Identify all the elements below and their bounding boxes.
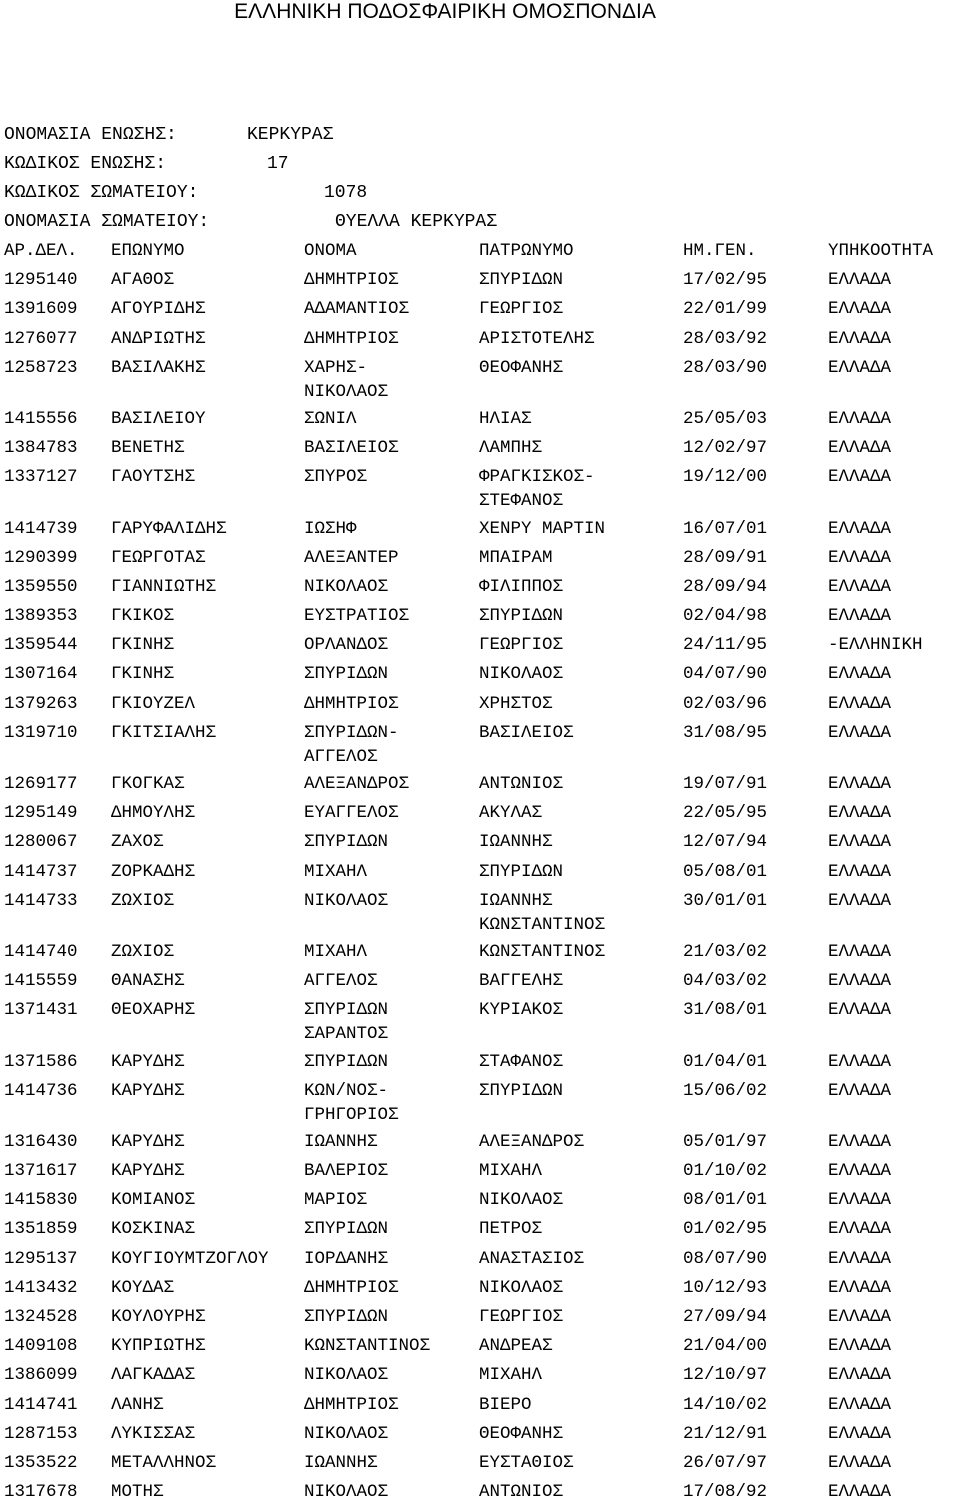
- cell-first-name: ΝΙΚΟΛΑΟΣ: [304, 890, 389, 911]
- cell-registration-number: 1351859: [4, 1219, 78, 1240]
- cell-surname: ΚΑΡΥΔΗΣ: [111, 1131, 185, 1152]
- cell-first-name: ΟΡΛΑΝΔΟΣ: [304, 635, 389, 656]
- cell-fathers-name: ΝΙΚΟΛΑΟΣ: [479, 1190, 564, 1211]
- cell-first-name: ΑΛΕΞΑΝΤΕΡ: [304, 547, 399, 568]
- table-row: [0, 690, 960, 719]
- cell-first-name: ΣΠΥΡΙΔΩΝ ΣΑΡΑΝΤΟΣ: [304, 1000, 389, 1045]
- cell-registration-number: 1307164: [4, 664, 78, 685]
- cell-first-name: ΑΓΓΕΛΟΣ: [304, 971, 378, 992]
- cell-fathers-name: ΙΩΑΝΝΗΣ ΚΩΝΣΤΑΝΤΙΝΟΣ: [479, 890, 606, 935]
- cell-surname: ΓΑΟΥΤΣΗΣ: [111, 467, 196, 488]
- table-row: [0, 515, 960, 544]
- cell-surname: ΛΑΓΚΑΔΑΣ: [111, 1365, 196, 1386]
- cell-nationality: ΕΛΛΑΔΑ: [828, 1423, 892, 1444]
- cell-fathers-name: ΣΤΑΦΑΝΟΣ: [479, 1051, 564, 1072]
- cell-fathers-name: ΒΑΣΙΛΕΙΟΣ: [479, 722, 574, 743]
- cell-registration-number: 1415556: [4, 408, 78, 429]
- table-row: [0, 544, 960, 573]
- cell-surname: ΖΩΧΙΟΣ: [111, 941, 175, 962]
- cell-fathers-name: ΣΠΥΡΙΔΩΝ: [479, 606, 564, 627]
- cell-birth-date: 15/06/02: [683, 1080, 768, 1101]
- cell-surname: ΜΟΤΗΣ: [111, 1482, 164, 1503]
- cell-surname: ΓΚΙΝΗΣ: [111, 664, 175, 685]
- cell-nationality: ΕΛΛΑΔΑ: [828, 1131, 892, 1152]
- page-title: ΕΛΛΗΝΙΚΗ ΠΟΔΟΣΦΑΙΡΙΚΗ ΟΜΟΣΠΟΝΔΙΑ: [234, 0, 656, 23]
- cell-birth-date: 21/04/00: [683, 1336, 768, 1357]
- cell-registration-number: 1384783: [4, 438, 78, 459]
- cell-nationality: ΕΛΛΑΔΑ: [828, 1336, 892, 1357]
- table-row: [0, 1157, 960, 1186]
- cell-surname: ΓΙΑΝΝΙΩΤΗΣ: [111, 576, 217, 597]
- cell-nationality: ΕΛΛΑΔΑ: [828, 1161, 892, 1182]
- cell-fathers-name: ΓΕΩΡΓΙΟΣ: [479, 1307, 564, 1327]
- cell-fathers-name: ΓΕΩΡΓΙΟΣ: [479, 635, 564, 656]
- cell-registration-number: 1337127: [4, 467, 78, 488]
- cell-birth-date: 02/03/96: [683, 693, 768, 714]
- cell-surname: ΓΚΙΝΗΣ: [111, 635, 175, 656]
- cell-fathers-name: ΣΠΥΡΙΔΩΝ: [479, 861, 564, 882]
- cell-surname: ΖΩΧΙΟΣ: [111, 890, 175, 911]
- cell-registration-number: 1391609: [4, 299, 78, 320]
- cell-fathers-name: ΧΕΝΡΥ ΜΑΡΤΙΝ: [479, 518, 606, 539]
- cell-fathers-name: ΑΝΔΡΕΑΣ: [479, 1336, 553, 1357]
- table-row: [0, 1274, 960, 1303]
- cell-registration-number: 1371586: [4, 1051, 78, 1072]
- cell-registration-number: 1290399: [4, 547, 78, 568]
- cell-surname: ΒΕΝΕΤΗΣ: [111, 438, 185, 459]
- cell-surname: ΚΟΣΚΙΝΑΣ: [111, 1219, 196, 1240]
- cell-fathers-name: ΜΙΧΑΗΛ: [479, 1161, 543, 1182]
- table-row: [0, 1420, 960, 1449]
- cell-nationality: ΕΛΛΑΔΑ: [828, 1452, 892, 1473]
- cell-fathers-name: ΝΙΚΟΛΑΟΣ: [479, 664, 564, 685]
- cell-first-name: ΙΩΑΝΝΗΣ: [304, 1452, 378, 1473]
- cell-nationality: ΕΛΛΑΔΑ: [828, 1000, 892, 1021]
- cell-registration-number: 1359544: [4, 635, 78, 656]
- info-value: ΚΕΡΚΥΡΑΣ: [247, 125, 334, 145]
- cell-registration-number: 1409108: [4, 1336, 78, 1357]
- cell-birth-date: 19/12/00: [683, 467, 768, 488]
- cell-surname: ΓΕΩΡΓΟΤΑΣ: [111, 547, 206, 568]
- cell-registration-number: 1386099: [4, 1365, 78, 1386]
- cell-surname: ΛΑΝΗΣ: [111, 1394, 164, 1415]
- cell-registration-number: 1414733: [4, 890, 78, 911]
- cell-birth-date: 19/07/91: [683, 774, 768, 794]
- cell-birth-date: 12/07/94: [683, 832, 768, 853]
- cell-nationality: ΕΛΛΑΔΑ: [828, 1365, 892, 1386]
- table-row: [0, 828, 960, 857]
- cell-nationality: ΕΛΛΑΔΑ: [828, 971, 892, 992]
- cell-surname: ΓΚΙΟΥΖΕΛ: [111, 693, 196, 714]
- table-row: [0, 631, 960, 660]
- info-value: 1078: [324, 183, 368, 203]
- cell-nationality: ΕΛΛΑΔΑ: [828, 467, 892, 488]
- cell-first-name: ΚΩΝ/ΝΟΣ- ΓΡΗΓΟΡΙΟΣ: [304, 1080, 399, 1125]
- cell-nationality: ΕΛΛΑΔΑ: [828, 890, 892, 911]
- cell-birth-date: 17/08/92: [683, 1482, 768, 1503]
- cell-registration-number: 1295137: [4, 1248, 78, 1269]
- cell-nationality: ΕΛΛΑΔΑ: [828, 941, 892, 962]
- cell-nationality: ΕΛΛΑΔΑ: [828, 357, 892, 378]
- cell-first-name: ΔΗΜΗΤΡΙΟΣ: [304, 693, 399, 714]
- table-header-row: [0, 237, 960, 266]
- cell-birth-date: 16/07/01: [683, 518, 768, 539]
- cell-registration-number: 1276077: [4, 328, 78, 349]
- table-row: [0, 770, 960, 799]
- cell-birth-date: 21/12/91: [683, 1423, 768, 1444]
- table-row: [0, 573, 960, 602]
- cell-nationality: ΕΛΛΑΔΑ: [828, 1394, 892, 1415]
- cell-fathers-name: ΑΝΑΣΤΑΣΙΟΣ: [479, 1248, 585, 1269]
- cell-registration-number: 1353522: [4, 1452, 78, 1473]
- cell-first-name: ΣΠΥΡΙΔΩΝ: [304, 1051, 389, 1072]
- cell-surname: ΓΑΡΥΦΑΛΙΔΗΣ: [111, 518, 227, 539]
- cell-nationality: ΕΛΛΑΔΑ: [828, 299, 892, 320]
- cell-nationality: ΕΛΛΑΔΑ: [828, 861, 892, 882]
- cell-fathers-name: ΦΙΛΙΠΠΟΣ: [479, 576, 564, 597]
- cell-birth-date: 04/03/02: [683, 971, 768, 992]
- cell-nationality: ΕΛΛΑΔΑ: [828, 803, 892, 824]
- cell-surname: ΒΑΣΙΛΕΙΟΥ: [111, 408, 206, 429]
- cell-fathers-name: ΧΡΗΣΤΟΣ: [479, 693, 553, 714]
- cell-surname: ΚΟΜΙΑΝΟΣ: [111, 1190, 196, 1211]
- cell-fathers-name: ΘΕΟΦΑΝΗΣ: [479, 1423, 564, 1444]
- cell-fathers-name: ΛΑΜΠΗΣ: [479, 438, 543, 459]
- cell-registration-number: 1295149: [4, 803, 78, 824]
- cell-birth-date: 12/02/97: [683, 438, 768, 459]
- table-row: [0, 1449, 960, 1478]
- column-header-nationality: ΥΠΗΚΟΟΤΗΤΑ: [828, 241, 934, 261]
- cell-nationality: ΕΛΛΑΔΑ: [828, 576, 892, 597]
- cell-fathers-name: ΠΕΤΡΟΣ: [479, 1219, 543, 1240]
- cell-first-name: ΔΗΜΗΤΡΙΟΣ: [304, 1277, 399, 1298]
- cell-first-name: ΕΥΣΤΡΑΤΙΟΣ: [304, 606, 410, 627]
- cell-nationality: ΕΛΛΑΔΑ: [828, 438, 892, 459]
- cell-fathers-name: ΚΥΡΙΑΚΟΣ: [479, 1000, 564, 1021]
- cell-fathers-name: ΜΙΧΑΗΛ: [479, 1365, 543, 1386]
- cell-fathers-name: ΑΝΤΩΝΙΟΣ: [479, 1482, 564, 1503]
- cell-birth-date: 08/07/90: [683, 1248, 768, 1269]
- cell-registration-number: 1359550: [4, 576, 78, 597]
- cell-birth-date: 08/01/01: [683, 1190, 768, 1211]
- cell-surname: ΔΗΜΟΥΛΗΣ: [111, 803, 196, 824]
- table-row: [0, 887, 960, 938]
- cell-birth-date: 31/08/95: [683, 722, 768, 743]
- cell-surname: ΚΑΡΥΔΗΣ: [111, 1161, 185, 1182]
- cell-fathers-name: ΦΡΑΓΚΙΣΚΟΣ- ΣΤΕΦΑΝΟΣ: [479, 467, 595, 512]
- cell-first-name: ΣΠΥΡΙΔΩΝ- ΑΓΓΕΛΟΣ: [304, 722, 399, 767]
- cell-birth-date: 24/11/95: [683, 635, 768, 656]
- players-table: [0, 237, 960, 1507]
- cell-nationality: ΕΛΛΑΔΑ: [828, 664, 892, 685]
- cell-nationality: ΕΛΛΑΔΑ: [828, 774, 892, 794]
- cell-birth-date: 14/10/02: [683, 1394, 768, 1415]
- cell-nationality: ΕΛΛΑΔΑ: [828, 722, 892, 743]
- info-label: ΚΩΔΙΚΟΣ ΕΝΩΣΗΣ:: [4, 154, 167, 174]
- cell-nationality: -ΕΛΛΗΝΙΚΗ: [828, 635, 923, 656]
- cell-surname: ΓΚΙΚΟΣ: [111, 606, 175, 627]
- cell-first-name: ΙΩΑΝΝΗΣ: [304, 1131, 378, 1152]
- table-row: [0, 967, 960, 996]
- cell-nationality: ΕΛΛΑΔΑ: [828, 1482, 892, 1503]
- table-row: [0, 325, 960, 354]
- cell-nationality: ΕΛΛΑΔΑ: [828, 1307, 892, 1327]
- cell-birth-date: 17/02/95: [683, 270, 768, 291]
- cell-birth-date: 04/07/90: [683, 664, 768, 685]
- cell-birth-date: 28/03/92: [683, 328, 768, 349]
- cell-first-name: ΝΙΚΟΛΑΟΣ: [304, 1423, 389, 1444]
- cell-fathers-name: ΘΕΟΦΑΝΗΣ: [479, 357, 564, 378]
- cell-nationality: ΕΛΛΑΔΑ: [828, 1219, 892, 1240]
- cell-registration-number: 1413432: [4, 1277, 78, 1298]
- cell-birth-date: 12/10/97: [683, 1365, 768, 1386]
- cell-surname: ΘΕΟΧΑΡΗΣ: [111, 1000, 196, 1021]
- cell-birth-date: 30/01/01: [683, 890, 768, 911]
- cell-birth-date: 28/09/94: [683, 576, 768, 597]
- cell-first-name: ΙΟΡΔΑΝΗΣ: [304, 1248, 389, 1269]
- table-row: [0, 1186, 960, 1215]
- table-row: [0, 1478, 960, 1507]
- cell-fathers-name: ΗΛΙΑΣ: [479, 408, 532, 429]
- cell-registration-number: 1379263: [4, 693, 78, 714]
- info-label: ΟΝΟΜΑΣΙΑ ΣΩΜΑΤΕΙΟΥ:: [4, 212, 210, 232]
- cell-nationality: ΕΛΛΑΔΑ: [828, 1277, 892, 1298]
- cell-registration-number: 1280067: [4, 832, 78, 853]
- cell-first-name: ΑΔΑΜΑΝΤΙΟΣ: [304, 299, 410, 320]
- cell-registration-number: 1414741: [4, 1394, 78, 1415]
- cell-surname: ΘΑΝΑΣΗΣ: [111, 971, 185, 992]
- column-header-surname: ΕΠΩΝΥΜΟ: [111, 241, 185, 261]
- cell-first-name: ΜΙΧΑΗΛ: [304, 861, 368, 882]
- cell-registration-number: 1389353: [4, 606, 78, 627]
- cell-first-name: ΔΗΜΗΤΡΙΟΣ: [304, 1394, 399, 1415]
- cell-first-name: ΣΠΥΡΙΔΩΝ: [304, 832, 389, 853]
- table-row: [0, 1303, 960, 1332]
- cell-first-name: ΝΙΚΟΛΑΟΣ: [304, 1482, 389, 1503]
- cell-first-name: ΒΑΣΙΛΕΙΟΣ: [304, 438, 399, 459]
- table-row: [0, 1245, 960, 1274]
- cell-nationality: ΕΛΛΑΔΑ: [828, 547, 892, 568]
- cell-first-name: ΒΑΛΕΡΙΟΣ: [304, 1161, 389, 1182]
- cell-first-name: ΣΠΥΡΙΔΩΝ: [304, 1219, 389, 1240]
- cell-fathers-name: ΝΙΚΟΛΑΟΣ: [479, 1277, 564, 1298]
- info-label: ΟΝΟΜΑΣΙΑ ΕΝΩΣΗΣ:: [4, 125, 177, 145]
- cell-birth-date: 25/05/03: [683, 408, 768, 429]
- cell-fathers-name: ΚΩΝΣΤΑΝΤΙΝΟΣ: [479, 941, 606, 962]
- cell-nationality: ΕΛΛΑΔΑ: [828, 408, 892, 429]
- table-row: [0, 996, 960, 1047]
- cell-first-name: ΚΩΝΣΤΑΝΤΙΝΟΣ: [304, 1336, 431, 1357]
- cell-surname: ΑΓΑΘΟΣ: [111, 270, 175, 291]
- table-row: [0, 354, 960, 405]
- cell-birth-date: 26/07/97: [683, 1452, 768, 1473]
- cell-first-name: ΣΠΥΡΟΣ: [304, 467, 368, 488]
- cell-first-name: ΜΙΧΑΗΛ: [304, 941, 368, 962]
- cell-surname: ΑΓΟΥΡΙΔΗΣ: [111, 299, 206, 320]
- cell-registration-number: 1415830: [4, 1190, 78, 1211]
- table-row: [0, 1332, 960, 1361]
- table-row: [0, 1077, 960, 1128]
- cell-first-name: ΑΛΕΞΑΝΔΡΟΣ: [304, 774, 410, 794]
- table-row: [0, 1391, 960, 1420]
- cell-fathers-name: ΣΠΥΡΙΔΩΝ: [479, 1080, 564, 1101]
- cell-registration-number: 1414737: [4, 861, 78, 882]
- cell-registration-number: 1319710: [4, 722, 78, 743]
- cell-surname: ΓΚΟΓΚΑΣ: [111, 774, 185, 794]
- cell-surname: ΚΥΠΡΙΩΤΗΣ: [111, 1336, 206, 1357]
- cell-first-name: ΜΑΡΙΟΣ: [304, 1190, 368, 1211]
- cell-first-name: ΣΠΥΡΙΔΩΝ: [304, 1307, 389, 1327]
- column-header-fathers-name: ΠΑΤΡΩΝΥΜΟ: [479, 241, 574, 261]
- table-row: [0, 1215, 960, 1244]
- info-value: ΘΥΕΛΛΑ ΚΕΡΚΥΡΑΣ: [335, 212, 498, 232]
- cell-nationality: ΕΛΛΑΔΑ: [828, 518, 892, 539]
- cell-first-name: ΧΑΡΗΣ- ΝΙΚΟΛΑΟΣ: [304, 357, 389, 402]
- cell-registration-number: 1287153: [4, 1423, 78, 1444]
- cell-registration-number: 1295140: [4, 270, 78, 291]
- cell-surname: ΚΟΥΔΑΣ: [111, 1277, 175, 1298]
- table-row: [0, 295, 960, 324]
- cell-surname: ΖΑΧΟΣ: [111, 832, 164, 853]
- cell-nationality: ΕΛΛΑΔΑ: [828, 693, 892, 714]
- table-row: [0, 1048, 960, 1077]
- cell-registration-number: 1317678: [4, 1482, 78, 1503]
- cell-birth-date: 02/04/98: [683, 606, 768, 627]
- table-row: [0, 463, 960, 514]
- cell-nationality: ΕΛΛΑΔΑ: [828, 1051, 892, 1072]
- cell-first-name: ΝΙΚΟΛΑΟΣ: [304, 576, 389, 597]
- column-header-birth-date: ΗΜ.ΓΕΝ.: [683, 241, 757, 261]
- cell-first-name: ΔΗΜΗΤΡΙΟΣ: [304, 270, 399, 291]
- cell-fathers-name: ΒΑΓΓΕΛΗΣ: [479, 971, 564, 992]
- table-row: [0, 719, 960, 770]
- cell-first-name: ΔΗΜΗΤΡΙΟΣ: [304, 328, 399, 349]
- cell-birth-date: 28/09/91: [683, 547, 768, 568]
- cell-birth-date: 27/09/94: [683, 1307, 768, 1327]
- cell-surname: ΒΑΣΙΛΑΚΗΣ: [111, 357, 206, 378]
- cell-birth-date: 10/12/93: [683, 1277, 768, 1298]
- table-row: [0, 405, 960, 434]
- cell-first-name: ΙΩΣΗΦ: [304, 518, 357, 539]
- cell-registration-number: 1414736: [4, 1080, 78, 1101]
- cell-surname: ΛΥΚΙΣΣΑΣ: [111, 1423, 196, 1444]
- cell-first-name: ΕΥΑΓΓΕΛΟΣ: [304, 803, 399, 824]
- cell-fathers-name: ΒΙΕΡΟ: [479, 1394, 532, 1415]
- cell-first-name: ΣΩΝΙΛ: [304, 408, 357, 429]
- cell-surname: ΓΚΙΤΣΙΑΛΗΣ: [111, 722, 217, 743]
- cell-fathers-name: ΑΝΤΩΝΙΟΣ: [479, 774, 564, 794]
- table-row: [0, 660, 960, 689]
- cell-nationality: ΕΛΛΑΔΑ: [828, 1190, 892, 1211]
- cell-surname: ΚΟΥΓΙΟΥΜΤΖΟΓΛΟΥ: [111, 1248, 269, 1269]
- table-row: [0, 938, 960, 967]
- column-header-first-name: ΟΝΟΜΑ: [304, 241, 357, 261]
- table-row: [0, 1361, 960, 1390]
- cell-nationality: ΕΛΛΑΔΑ: [828, 606, 892, 627]
- info-value: 17: [267, 154, 289, 174]
- cell-fathers-name: ΑΡΙΣΤΟΤΕΛΗΣ: [479, 328, 595, 349]
- cell-birth-date: 21/03/02: [683, 941, 768, 962]
- table-row: [0, 799, 960, 828]
- table-row: [0, 858, 960, 887]
- cell-registration-number: 1324528: [4, 1307, 78, 1327]
- cell-surname: ΜΕΤΑΛΛΗΝΟΣ: [111, 1452, 217, 1473]
- cell-fathers-name: ΑΚΥΛΑΣ: [479, 803, 543, 824]
- cell-fathers-name: ΓΕΩΡΓΙΟΣ: [479, 299, 564, 320]
- cell-surname: ΚΑΡΥΔΗΣ: [111, 1051, 185, 1072]
- cell-first-name: ΣΠΥΡΙΔΩΝ: [304, 664, 389, 685]
- cell-surname: ΚΑΡΥΔΗΣ: [111, 1080, 185, 1101]
- cell-registration-number: 1415559: [4, 971, 78, 992]
- cell-birth-date: 22/01/99: [683, 299, 768, 320]
- table-row: [0, 434, 960, 463]
- cell-birth-date: 31/08/01: [683, 1000, 768, 1021]
- cell-surname: ΖΟΡΚΑΔΗΣ: [111, 861, 196, 882]
- cell-registration-number: 1414740: [4, 941, 78, 962]
- cell-birth-date: 05/08/01: [683, 861, 768, 882]
- cell-nationality: ΕΛΛΑΔΑ: [828, 1080, 892, 1101]
- cell-birth-date: 22/05/95: [683, 803, 768, 824]
- cell-fathers-name: ΕΥΣΤΑΘΙΟΣ: [479, 1452, 574, 1473]
- cell-fathers-name: ΜΠΑΙΡΑΜ: [479, 547, 553, 568]
- table-row: [0, 1128, 960, 1157]
- cell-registration-number: 1371617: [4, 1161, 78, 1182]
- cell-birth-date: 01/02/95: [683, 1219, 768, 1240]
- cell-birth-date: 01/10/02: [683, 1161, 768, 1182]
- cell-birth-date: 05/01/97: [683, 1131, 768, 1152]
- cell-registration-number: 1316430: [4, 1131, 78, 1152]
- cell-fathers-name: ΑΛΕΞΑΝΔΡΟΣ: [479, 1131, 585, 1152]
- cell-first-name: ΝΙΚΟΛΑΟΣ: [304, 1365, 389, 1386]
- cell-nationality: ΕΛΛΑΔΑ: [828, 270, 892, 291]
- cell-registration-number: 1258723: [4, 357, 78, 378]
- cell-nationality: ΕΛΛΑΔΑ: [828, 1248, 892, 1269]
- cell-surname: ΑΝΔΡΙΩΤΗΣ: [111, 328, 206, 349]
- table-row: [0, 602, 960, 631]
- table-row: [0, 266, 960, 295]
- cell-fathers-name: ΙΩΑΝΝΗΣ: [479, 832, 553, 853]
- cell-registration-number: 1269177: [4, 774, 78, 794]
- cell-birth-date: 01/04/01: [683, 1051, 768, 1072]
- cell-registration-number: 1414739: [4, 518, 78, 539]
- cell-surname: ΚΟΥΛΟΥΡΗΣ: [111, 1307, 206, 1327]
- cell-birth-date: 28/03/90: [683, 357, 768, 378]
- cell-nationality: ΕΛΛΑΔΑ: [828, 832, 892, 853]
- cell-fathers-name: ΣΠΥΡΙΔΩΝ: [479, 270, 564, 291]
- info-label: ΚΩΔΙΚΟΣ ΣΩΜΑΤΕΙΟΥ:: [4, 183, 199, 203]
- cell-registration-number: 1371431: [4, 1000, 78, 1021]
- cell-nationality: ΕΛΛΑΔΑ: [828, 328, 892, 349]
- column-header-registration-number: ΑΡ.ΔΕΛ.: [4, 241, 78, 261]
